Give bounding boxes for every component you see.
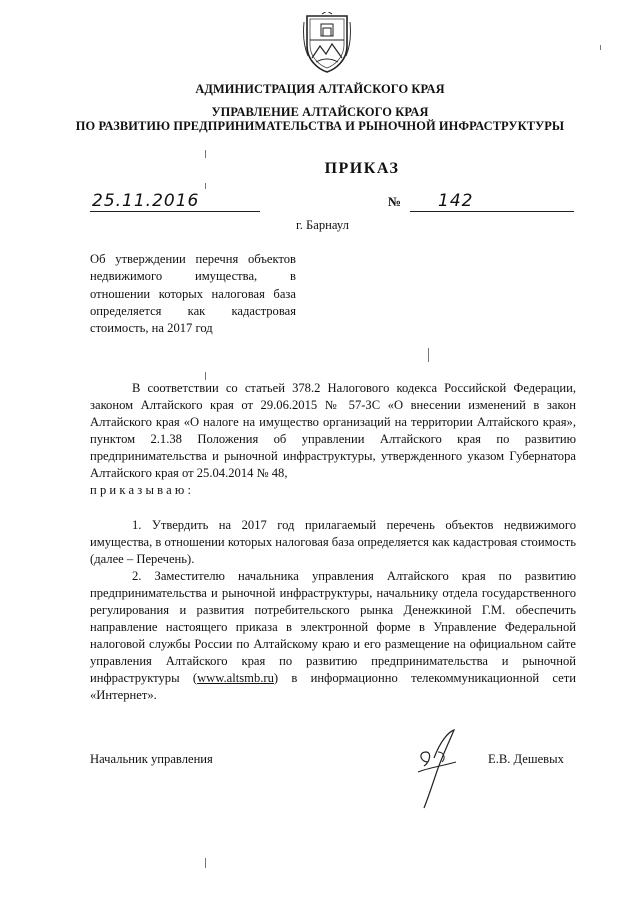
preamble-text: В соответствии со статьей 378.2 Налогового кодекса Российской Федерации, законом Алтайского края от 29.06.2015 № 57-ЗС «О внесении изменений в закон Алтайского края «О налоге на имущество организаций на территории Алтайского края», пунктом 2.1.38 Положения об управлении Алтайского края по развитию предпринимательства и рыночной инфраструктуры, утвержденного указом Губернатора Алтайского края от 25.04.2014 № 48, [90,381,576,480]
signer-name: Е.В. Дешевых [488,752,564,766]
scan-mark [205,858,206,868]
coat-of-arms-icon [302,12,352,74]
order-date-handwritten: 25.11.2016 [92,191,200,211]
department-title-line2: ПО РАЗВИТИЮ ПРЕДПРИНИМАТЕЛЬСТВА И РЫНОЧНОЙ ИНФРАСТРУКТУРЫ [75,119,565,133]
city-label: г. Барнаул [296,218,349,232]
date-underline [90,211,260,212]
handwritten-signature-icon [398,722,468,812]
scan-mark [600,45,601,50]
department-title-line1: УПРАВЛЕНИЕ АЛТАЙСКОГО КРАЯ [211,105,429,119]
order-title: ПРИКАЗ [324,160,400,177]
number-underline [410,211,574,212]
item-2-text-before: 2. Заместителю начальника управления Алтайского края по развитию предпринимательства и рыночной инфраструктуры, начальнику отдела государственного регулирования и развития потребительского рынка Денежкиной Г.М. обеспечить направление настоящего приказа в электронной форме в Управление Федеральной налоговой службы России по Алтайскому краю и его размещение на официальном сайте управления Алтайского края по развитию предпринимательства и рыночной инфраструктуры ( [90,569,576,685]
paragraph-item-1: 1. Утвердить на 2017 год прилагаемый перечень объектов недвижимого имущества, в отношении которых налоговая база определяется как кадастровая стоимость (далее – Перечень). [90,518,576,566]
order-number-handwritten: 142 [438,191,474,211]
order-word: приказываю: [90,483,195,497]
scan-mark [205,372,206,380]
number-sign: № [388,194,402,209]
scan-mark [428,348,429,362]
scan-mark [205,150,206,158]
item-2-text-after: ) в информационно телекоммуникационной сети «Интернет». [90,671,576,702]
website-link[interactable]: www.altsmb.ru [197,671,274,685]
signer-title: Начальник управления [90,752,213,766]
order-subject: Об утверждении перечня объектов недвижимого имущества, в отношении которых налоговая база определяется как кадастровая стоимость, на 2017 год [90,252,296,336]
paragraph-item-2 [90,568,576,704]
paragraph-preamble [90,380,576,499]
administration-title: АДМИНИСТРАЦИЯ АЛТАЙСКОГО КРАЯ [195,82,445,96]
scan-mark [205,183,206,189]
